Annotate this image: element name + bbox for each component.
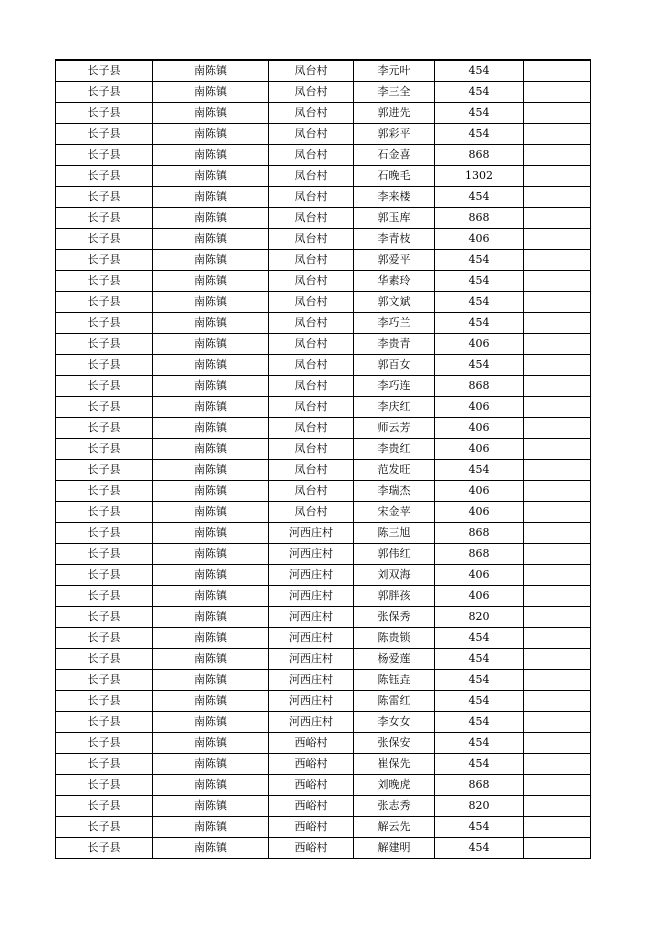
county-cell: 长子县 — [56, 691, 153, 712]
amount-cell: 454 — [435, 82, 524, 103]
village-cell: 凤台村 — [269, 124, 354, 145]
county-cell: 长子县 — [56, 565, 153, 586]
county-cell: 长子县 — [56, 145, 153, 166]
county-cell: 长子县 — [56, 103, 153, 124]
village-cell: 西峪村 — [269, 733, 354, 754]
name-cell: 陈钰垚 — [354, 670, 435, 691]
town-cell: 南陈镇 — [153, 60, 269, 82]
county-cell: 长子县 — [56, 649, 153, 670]
amount-cell: 454 — [435, 460, 524, 481]
table-row — [56, 628, 591, 649]
name-cell: 李贵青 — [354, 334, 435, 355]
name-cell: 李贵红 — [354, 439, 435, 460]
table-row — [56, 481, 591, 502]
town-cell: 南陈镇 — [153, 481, 269, 502]
name-cell: 解云先 — [354, 817, 435, 838]
amount-cell: 454 — [435, 124, 524, 145]
name-cell: 崔保先 — [354, 754, 435, 775]
village-cell: 河西庄村 — [269, 628, 354, 649]
name-cell: 张志秀 — [354, 796, 435, 817]
table-row — [56, 544, 591, 565]
name-cell: 郭进先 — [354, 103, 435, 124]
village-cell: 凤台村 — [269, 397, 354, 418]
amount-cell: 868 — [435, 523, 524, 544]
note-cell — [524, 439, 591, 460]
name-cell: 范发旺 — [354, 460, 435, 481]
town-cell: 南陈镇 — [153, 418, 269, 439]
town-cell: 南陈镇 — [153, 607, 269, 628]
county-cell: 长子县 — [56, 733, 153, 754]
amount-cell: 406 — [435, 565, 524, 586]
amount-cell: 454 — [435, 754, 524, 775]
village-cell: 凤台村 — [269, 439, 354, 460]
amount-cell: 406 — [435, 334, 524, 355]
town-cell: 南陈镇 — [153, 292, 269, 313]
table-row — [56, 712, 591, 733]
amount-cell: 406 — [435, 397, 524, 418]
note-cell — [524, 355, 591, 376]
village-cell: 凤台村 — [269, 103, 354, 124]
name-cell: 郭伟红 — [354, 544, 435, 565]
table-row — [56, 376, 591, 397]
town-cell: 南陈镇 — [153, 145, 269, 166]
town-cell: 南陈镇 — [153, 670, 269, 691]
village-cell: 凤台村 — [269, 481, 354, 502]
amount-cell: 454 — [435, 817, 524, 838]
county-cell: 长子县 — [56, 544, 153, 565]
village-cell: 河西庄村 — [269, 712, 354, 733]
table-row — [56, 775, 591, 796]
village-cell: 河西庄村 — [269, 523, 354, 544]
table-body — [56, 60, 591, 859]
county-cell: 长子县 — [56, 607, 153, 628]
table-row — [56, 208, 591, 229]
name-cell: 李三全 — [354, 82, 435, 103]
town-cell: 南陈镇 — [153, 628, 269, 649]
town-cell: 南陈镇 — [153, 208, 269, 229]
county-cell: 长子县 — [56, 712, 153, 733]
amount-cell: 454 — [435, 355, 524, 376]
table-row — [56, 502, 591, 523]
village-cell: 河西庄村 — [269, 586, 354, 607]
town-cell: 南陈镇 — [153, 250, 269, 271]
note-cell — [524, 103, 591, 124]
name-cell: 郭胖孩 — [354, 586, 435, 607]
town-cell: 南陈镇 — [153, 124, 269, 145]
county-cell: 长子县 — [56, 187, 153, 208]
amount-cell: 820 — [435, 796, 524, 817]
table-row — [56, 439, 591, 460]
town-cell: 南陈镇 — [153, 103, 269, 124]
county-cell: 长子县 — [56, 418, 153, 439]
table-row — [56, 397, 591, 418]
amount-cell: 454 — [435, 712, 524, 733]
town-cell: 南陈镇 — [153, 439, 269, 460]
note-cell — [524, 649, 591, 670]
table-row — [56, 166, 591, 187]
note-cell — [524, 334, 591, 355]
amount-cell: 406 — [435, 418, 524, 439]
town-cell: 南陈镇 — [153, 586, 269, 607]
note-cell — [524, 229, 591, 250]
note-cell — [524, 817, 591, 838]
village-cell: 凤台村 — [269, 208, 354, 229]
table-row — [56, 460, 591, 481]
table-row — [56, 649, 591, 670]
table-row — [56, 817, 591, 838]
town-cell: 南陈镇 — [153, 397, 269, 418]
amount-cell: 868 — [435, 145, 524, 166]
name-cell: 解建明 — [354, 838, 435, 859]
village-cell: 凤台村 — [269, 187, 354, 208]
town-cell: 南陈镇 — [153, 166, 269, 187]
note-cell — [524, 460, 591, 481]
table-row — [56, 271, 591, 292]
village-cell: 凤台村 — [269, 229, 354, 250]
amount-cell: 868 — [435, 376, 524, 397]
amount-cell: 454 — [435, 313, 524, 334]
county-cell: 长子县 — [56, 271, 153, 292]
note-cell — [524, 271, 591, 292]
village-cell: 河西庄村 — [269, 670, 354, 691]
table-row — [56, 418, 591, 439]
table-row — [56, 187, 591, 208]
county-cell: 长子县 — [56, 376, 153, 397]
note-cell — [524, 754, 591, 775]
county-cell: 长子县 — [56, 229, 153, 250]
table-row — [56, 103, 591, 124]
table-row — [56, 796, 591, 817]
table-row — [56, 523, 591, 544]
table-row — [56, 313, 591, 334]
amount-cell: 868 — [435, 208, 524, 229]
town-cell: 南陈镇 — [153, 355, 269, 376]
note-cell — [524, 292, 591, 313]
county-cell: 长子县 — [56, 334, 153, 355]
amount-cell: 406 — [435, 481, 524, 502]
table-row — [56, 607, 591, 628]
table-row — [56, 586, 591, 607]
note-cell — [524, 586, 591, 607]
town-cell: 南陈镇 — [153, 544, 269, 565]
note-cell — [524, 691, 591, 712]
table-row — [56, 754, 591, 775]
note-cell — [524, 397, 591, 418]
note-cell — [524, 208, 591, 229]
town-cell: 南陈镇 — [153, 460, 269, 481]
town-cell: 南陈镇 — [153, 817, 269, 838]
town-cell: 南陈镇 — [153, 523, 269, 544]
amount-cell: 406 — [435, 502, 524, 523]
amount-cell: 454 — [435, 292, 524, 313]
amount-cell: 454 — [435, 187, 524, 208]
village-cell: 西峪村 — [269, 754, 354, 775]
town-cell: 南陈镇 — [153, 838, 269, 859]
table-row — [56, 292, 591, 313]
county-cell: 长子县 — [56, 292, 153, 313]
amount-cell: 820 — [435, 607, 524, 628]
town-cell: 南陈镇 — [153, 775, 269, 796]
name-cell: 郭百女 — [354, 355, 435, 376]
village-cell: 凤台村 — [269, 82, 354, 103]
note-cell — [524, 166, 591, 187]
note-cell — [524, 670, 591, 691]
amount-cell: 454 — [435, 103, 524, 124]
name-cell: 李青枝 — [354, 229, 435, 250]
name-cell: 郭文斌 — [354, 292, 435, 313]
county-cell: 长子县 — [56, 796, 153, 817]
note-cell — [524, 712, 591, 733]
county-cell: 长子县 — [56, 502, 153, 523]
county-cell: 长子县 — [56, 523, 153, 544]
note-cell — [524, 502, 591, 523]
county-cell: 长子县 — [56, 250, 153, 271]
village-cell: 河西庄村 — [269, 565, 354, 586]
town-cell: 南陈镇 — [153, 334, 269, 355]
note-cell — [524, 565, 591, 586]
note-cell — [524, 796, 591, 817]
note-cell — [524, 607, 591, 628]
note-cell — [524, 544, 591, 565]
table-row — [56, 60, 591, 82]
table-row — [56, 691, 591, 712]
village-cell: 西峪村 — [269, 817, 354, 838]
amount-cell: 454 — [435, 628, 524, 649]
table-row — [56, 670, 591, 691]
town-cell: 南陈镇 — [153, 187, 269, 208]
amount-cell: 454 — [435, 733, 524, 754]
name-cell: 郭玉库 — [354, 208, 435, 229]
county-cell: 长子县 — [56, 775, 153, 796]
town-cell: 南陈镇 — [153, 82, 269, 103]
note-cell — [524, 60, 591, 82]
name-cell: 李瑞杰 — [354, 481, 435, 502]
table-row — [56, 838, 591, 859]
village-cell: 西峪村 — [269, 775, 354, 796]
amount-cell: 454 — [435, 649, 524, 670]
county-cell: 长子县 — [56, 166, 153, 187]
amount-cell: 406 — [435, 586, 524, 607]
name-cell: 李庆红 — [354, 397, 435, 418]
name-cell: 李巧连 — [354, 376, 435, 397]
town-cell: 南陈镇 — [153, 649, 269, 670]
name-cell: 李来楼 — [354, 187, 435, 208]
village-cell: 凤台村 — [269, 271, 354, 292]
village-cell: 凤台村 — [269, 250, 354, 271]
county-cell: 长子县 — [56, 60, 153, 82]
amount-cell: 454 — [435, 838, 524, 859]
note-cell — [524, 313, 591, 334]
amount-cell: 454 — [435, 271, 524, 292]
name-cell: 李巧兰 — [354, 313, 435, 334]
county-cell: 长子县 — [56, 355, 153, 376]
amount-cell: 454 — [435, 670, 524, 691]
name-cell: 陈雷红 — [354, 691, 435, 712]
name-cell: 师云芳 — [354, 418, 435, 439]
note-cell — [524, 733, 591, 754]
table-row — [56, 733, 591, 754]
village-cell: 凤台村 — [269, 460, 354, 481]
county-cell: 长子县 — [56, 670, 153, 691]
amount-cell: 1302 — [435, 166, 524, 187]
county-cell: 长子县 — [56, 586, 153, 607]
name-cell: 宋金苹 — [354, 502, 435, 523]
town-cell: 南陈镇 — [153, 376, 269, 397]
county-cell: 长子县 — [56, 460, 153, 481]
name-cell: 陈三旭 — [354, 523, 435, 544]
village-cell: 河西庄村 — [269, 691, 354, 712]
village-cell: 凤台村 — [269, 355, 354, 376]
town-cell: 南陈镇 — [153, 691, 269, 712]
county-cell: 长子县 — [56, 754, 153, 775]
county-cell: 长子县 — [56, 124, 153, 145]
town-cell: 南陈镇 — [153, 229, 269, 250]
note-cell — [524, 145, 591, 166]
county-cell: 长子县 — [56, 397, 153, 418]
table-row — [56, 355, 591, 376]
village-cell: 凤台村 — [269, 313, 354, 334]
name-cell: 石晚毛 — [354, 166, 435, 187]
name-cell: 杨爱莲 — [354, 649, 435, 670]
village-cell: 凤台村 — [269, 376, 354, 397]
amount-cell: 454 — [435, 60, 524, 82]
village-cell: 凤台村 — [269, 292, 354, 313]
county-cell: 长子县 — [56, 628, 153, 649]
note-cell — [524, 523, 591, 544]
village-cell: 凤台村 — [269, 334, 354, 355]
county-cell: 长子县 — [56, 817, 153, 838]
village-cell: 西峪村 — [269, 838, 354, 859]
note-cell — [524, 187, 591, 208]
town-cell: 南陈镇 — [153, 502, 269, 523]
county-cell: 长子县 — [56, 439, 153, 460]
subsidy-table — [55, 59, 591, 859]
table-row — [56, 82, 591, 103]
town-cell: 南陈镇 — [153, 712, 269, 733]
note-cell — [524, 124, 591, 145]
name-cell: 石金喜 — [354, 145, 435, 166]
name-cell: 张保安 — [354, 733, 435, 754]
name-cell: 李元叶 — [354, 60, 435, 82]
table-row — [56, 250, 591, 271]
town-cell: 南陈镇 — [153, 271, 269, 292]
village-cell: 凤台村 — [269, 418, 354, 439]
village-cell: 河西庄村 — [269, 607, 354, 628]
town-cell: 南陈镇 — [153, 565, 269, 586]
note-cell — [524, 481, 591, 502]
county-cell: 长子县 — [56, 481, 153, 502]
village-cell: 河西庄村 — [269, 544, 354, 565]
table-row — [56, 229, 591, 250]
village-cell: 河西庄村 — [269, 649, 354, 670]
name-cell: 刘双海 — [354, 565, 435, 586]
county-cell: 长子县 — [56, 838, 153, 859]
town-cell: 南陈镇 — [153, 313, 269, 334]
name-cell: 刘晚虎 — [354, 775, 435, 796]
town-cell: 南陈镇 — [153, 733, 269, 754]
name-cell: 李女女 — [354, 712, 435, 733]
county-cell: 长子县 — [56, 82, 153, 103]
amount-cell: 406 — [435, 439, 524, 460]
village-cell: 凤台村 — [269, 166, 354, 187]
table-row — [56, 145, 591, 166]
name-cell: 陈贵锁 — [354, 628, 435, 649]
note-cell — [524, 250, 591, 271]
amount-cell: 868 — [435, 775, 524, 796]
note-cell — [524, 376, 591, 397]
town-cell: 南陈镇 — [153, 754, 269, 775]
amount-cell: 406 — [435, 229, 524, 250]
note-cell — [524, 82, 591, 103]
village-cell: 凤台村 — [269, 145, 354, 166]
county-cell: 长子县 — [56, 313, 153, 334]
village-cell: 西峪村 — [269, 796, 354, 817]
village-cell: 凤台村 — [269, 60, 354, 82]
amount-cell: 454 — [435, 691, 524, 712]
name-cell: 郭爱平 — [354, 250, 435, 271]
note-cell — [524, 838, 591, 859]
name-cell: 华素玲 — [354, 271, 435, 292]
table-row — [56, 124, 591, 145]
name-cell: 张保秀 — [354, 607, 435, 628]
note-cell — [524, 418, 591, 439]
town-cell: 南陈镇 — [153, 796, 269, 817]
note-cell — [524, 775, 591, 796]
amount-cell: 454 — [435, 250, 524, 271]
county-cell: 长子县 — [56, 208, 153, 229]
note-cell — [524, 628, 591, 649]
table-row — [56, 334, 591, 355]
village-cell: 凤台村 — [269, 502, 354, 523]
table-row — [56, 565, 591, 586]
name-cell: 郭彩平 — [354, 124, 435, 145]
amount-cell: 868 — [435, 544, 524, 565]
